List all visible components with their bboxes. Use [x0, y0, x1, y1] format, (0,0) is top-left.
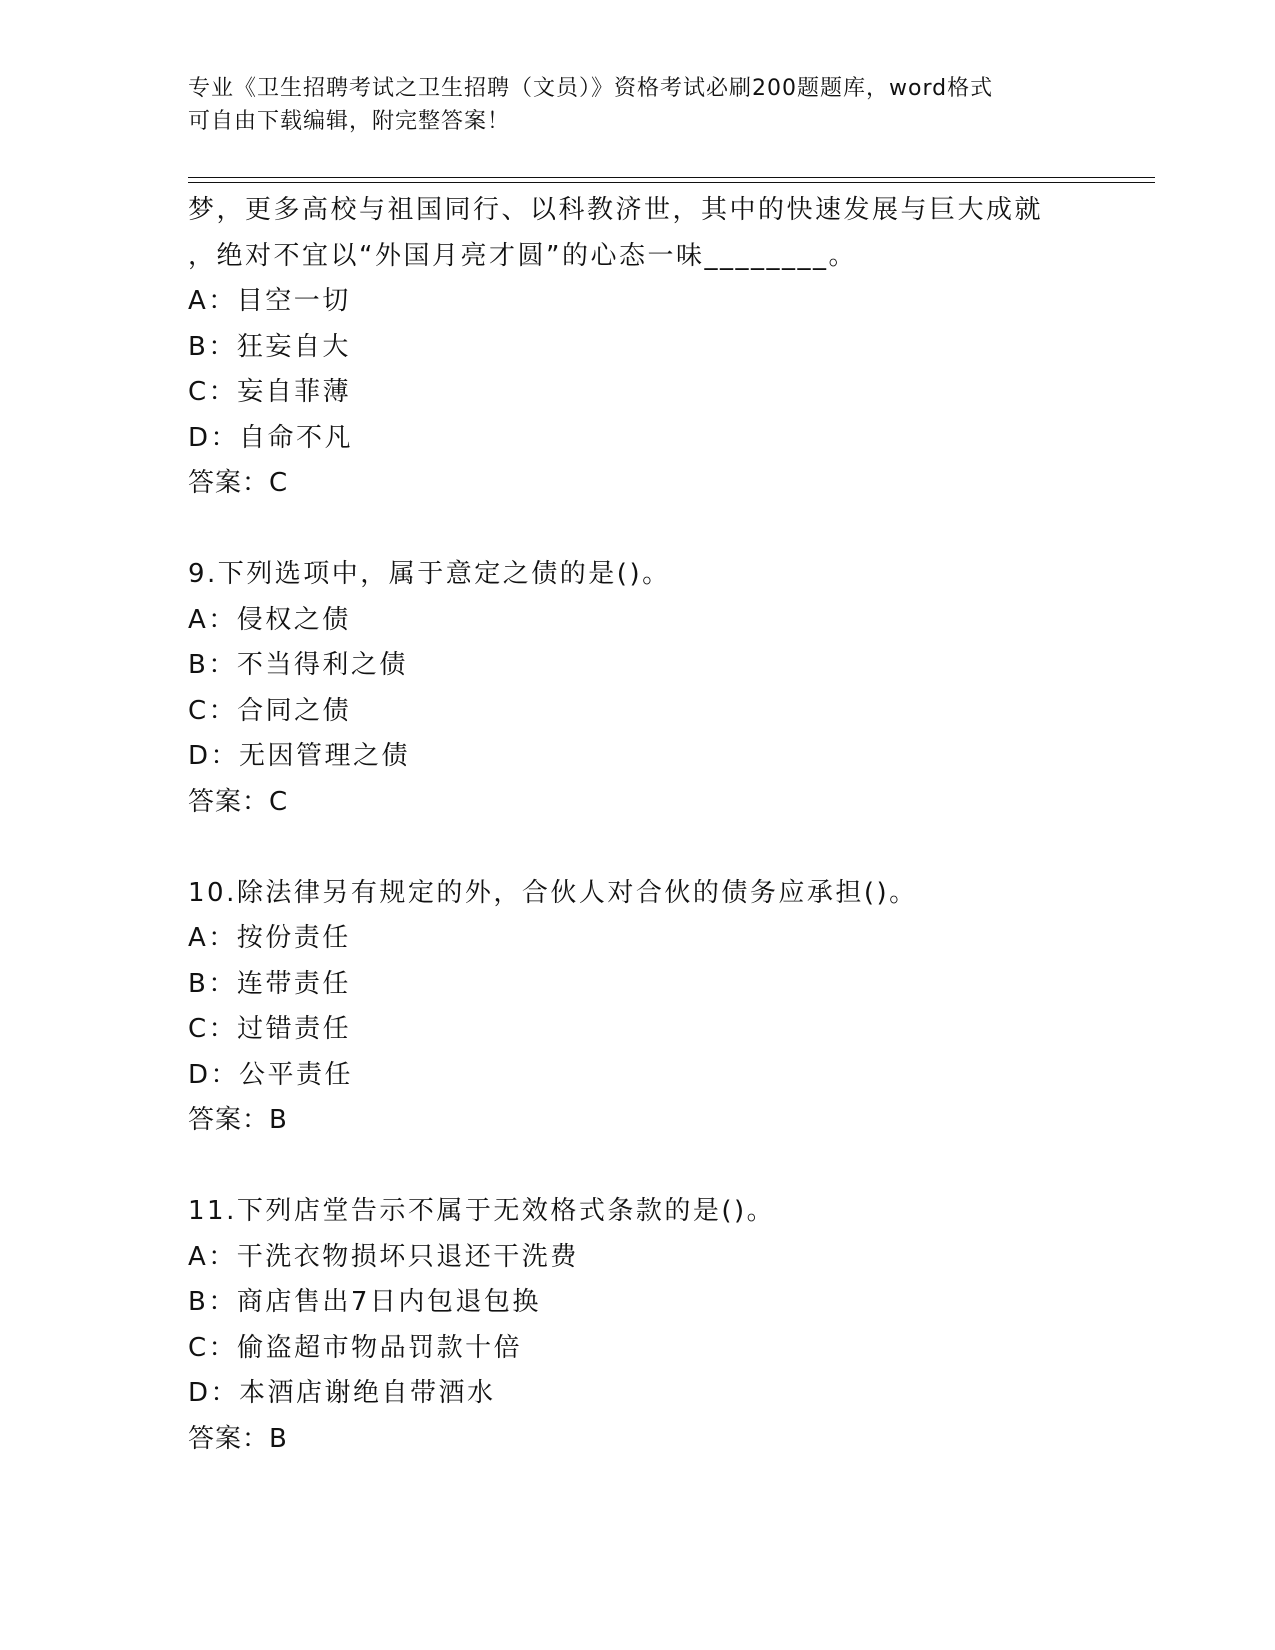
question-stem-line: ，绝对不宜以“外国月亮才圆”的心态一味________。	[188, 240, 857, 271]
answer-line: 答案：C	[188, 468, 289, 498]
question-stem-line: 梦，更多高校与祖国同行、以科教济世，其中的快速发展与巨大成就	[188, 195, 1044, 225]
header-divider-top	[188, 177, 1155, 178]
header-line-2: 可自由下载编辑，附完整答案！	[188, 109, 511, 134]
option-b: B：狂妄自大	[188, 331, 351, 362]
option-d: D：无因管理之债	[188, 741, 411, 771]
option-c: C：过错责任	[188, 1014, 352, 1044]
question-block-10	[188, 871, 1088, 1144]
option-d: D：本酒店谢绝自带酒水	[188, 1378, 496, 1408]
option-d: D：公平责任	[188, 1059, 354, 1090]
option-a: A：按份责任	[188, 923, 351, 953]
option-b: B：连带责任	[188, 968, 351, 999]
option-c: C：偷盗超市物品罚款十倍	[188, 1332, 523, 1363]
question-block-11	[188, 1189, 1088, 1462]
option-a: A：目空一切	[188, 286, 351, 316]
answer-line: 答案：B	[188, 1423, 288, 1454]
question-block-9	[188, 552, 1088, 825]
option-b: B：商店售出7日内包退包换	[188, 1287, 541, 1317]
option-a: A：干洗衣物损坏只退还干洗费	[188, 1241, 579, 1272]
header-divider-bottom	[188, 182, 1155, 183]
option-b: B：不当得利之债	[188, 650, 408, 680]
option-d: D：自命不凡	[188, 422, 354, 453]
spacer	[188, 507, 1088, 553]
spacer	[188, 1144, 1088, 1190]
document-header	[188, 72, 1088, 138]
header-line-1: 专业《卫生招聘考试之卫生招聘（文员）》资格考试必刷200题题库，word格式	[188, 76, 994, 101]
answer-line: 答案：B	[188, 1105, 288, 1135]
spacer	[188, 825, 1088, 871]
answer-line: 答案：C	[188, 786, 289, 817]
question-content	[188, 188, 1088, 1462]
option-c: C：妄自菲薄	[188, 377, 352, 407]
question-block-8	[188, 188, 1088, 507]
question-stem: 11.下列店堂告示不属于无效格式条款的是()。	[188, 1196, 776, 1226]
question-stem: 10.除法律另有规定的外，合伙人对合伙的债务应承担()。	[188, 877, 918, 908]
option-a: A：侵权之债	[188, 604, 351, 635]
option-c: C：合同之债	[188, 695, 352, 726]
question-stem: 9.下列选项中，属于意定之债的是()。	[188, 559, 671, 589]
